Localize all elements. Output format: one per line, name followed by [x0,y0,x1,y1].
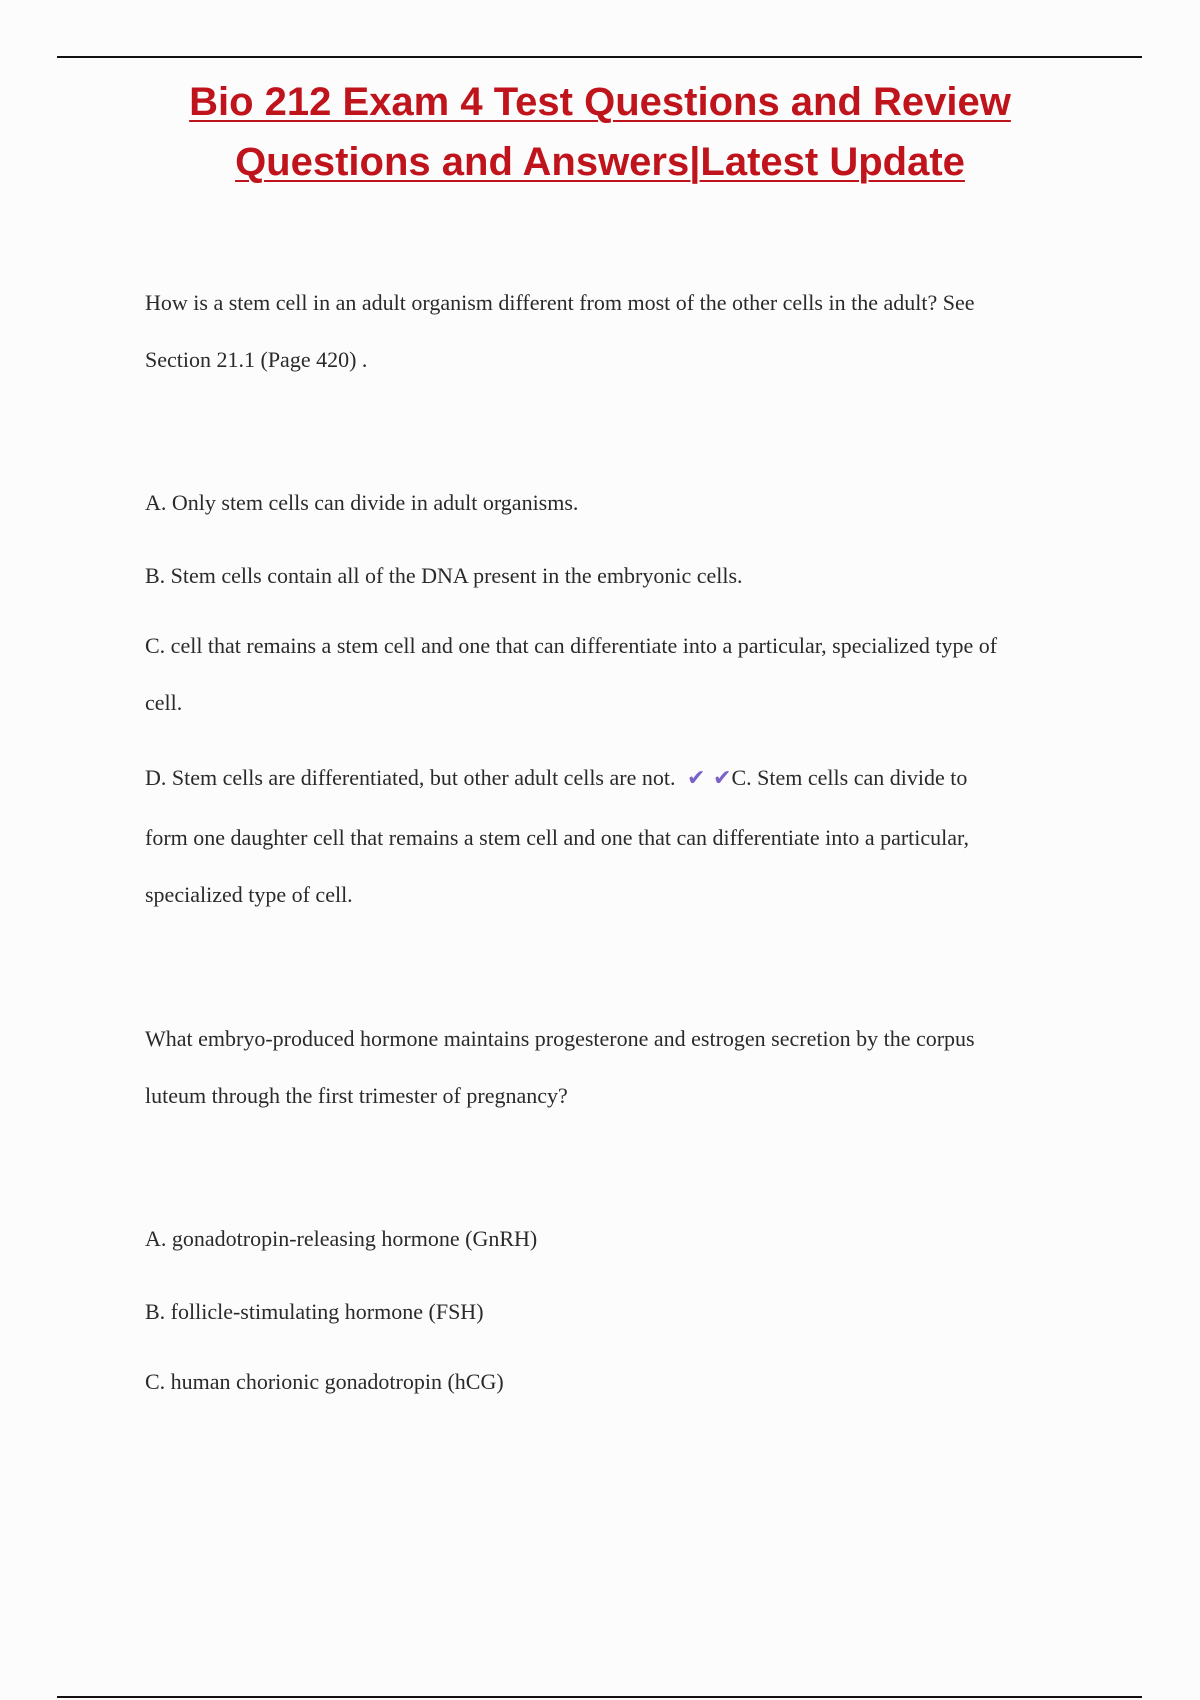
title-line-1: Bio 212 Exam 4 Test Questions and Review [189,80,1011,124]
answer-option-a: A. Only stem cells can divide in adult organisms. [145,490,579,515]
question-text-line: How is a stem cell in an adult organism different from most of the other cells in the adult? See [145,290,975,315]
question-text-line: Section 21.1 (Page 420) . [145,347,368,372]
question-text-line: luteum through the first trimester of pregnancy? [145,1083,568,1108]
answer-option-b: B. follicle-stimulating hormone (FSH) [145,1299,484,1324]
answer-option-c: C. human chorionic gonadotropin (hCG) [145,1369,504,1394]
top-rule [57,56,1142,58]
answer-option-d: D. Stem cells are differentiated, but other adult cells are not. [145,765,676,790]
answer-option-b: B. Stem cells contain all of the DNA present in the embryonic cells. [145,563,743,588]
answer-option-c-continued: cell. [145,690,183,715]
correct-answer-text: C. Stem cells can divide to [731,765,968,790]
question-text-line: What embryo-produced hormone maintains progesterone and estrogen secretion by the corpus [145,1026,975,1051]
answer-option-a: A. gonadotropin-releasing hormone (GnRH) [145,1226,538,1251]
document-title [0,72,1200,192]
title-line-2: Questions and Answers|Latest Update [235,140,965,184]
double-check-icon: ✔ ✔ [686,766,732,791]
answer-option-d-row [145,763,1105,794]
correct-answer-text-line: specialized type of cell. [145,882,353,907]
answer-option-c: C. cell that remains a stem cell and one that can differentiate into a particular, specialized type of [145,633,998,658]
correct-answer-text-line: form one daughter cell that remains a stem cell and one that can differentiate into a particular, [145,825,969,850]
bottom-rule [57,1696,1142,1698]
